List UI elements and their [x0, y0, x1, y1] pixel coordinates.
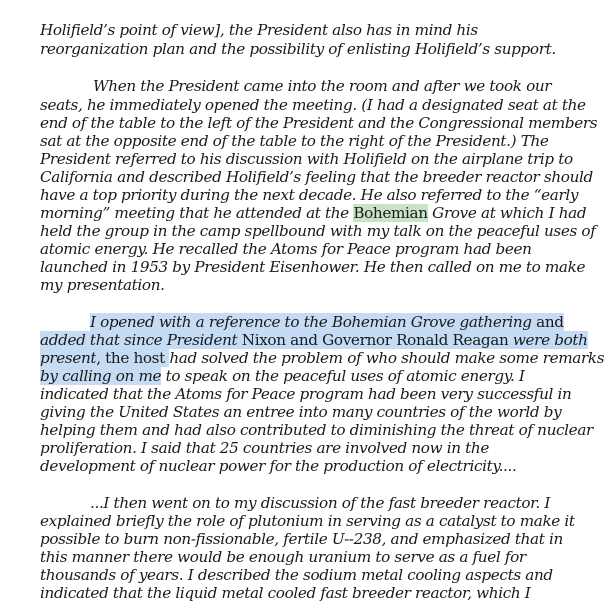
- line-text: sat at the opposite end of the table to the right of the President.) The: [40, 132, 549, 150]
- highlighted-text[interactable]: were both: [508, 331, 588, 349]
- line-text: launched in 1953 by President Eisenhower. He then called on me to make: [40, 258, 586, 276]
- line-text: President referred to his discussion with Holifield on the airplane trip to: [40, 150, 573, 168]
- line-text: my presentation.: [40, 276, 165, 294]
- text-line: [40, 132, 549, 150]
- line-text: end of the table to the left of the President and the Congressional members: [40, 114, 598, 132]
- line-text: California and described Holifield’s feeling that the breeder reactor should: [40, 168, 593, 186]
- text-line: [40, 421, 593, 439]
- line-text: have a top priority during the next decade. He also referred to the “early: [40, 186, 579, 204]
- line-text: indicated that the liquid metal cooled fast breeder reactor, which I: [40, 584, 531, 602]
- text-line: [40, 222, 595, 240]
- text-line: [40, 367, 525, 385]
- line-text: development of nuclear power for the production of electricity....: [40, 457, 517, 475]
- text-line: [40, 240, 532, 258]
- text-line: [40, 457, 517, 475]
- highlighted-text[interactable]: , the host: [96, 349, 170, 367]
- line-text: Holifield’s point of view], the President also has in mind his: [40, 21, 478, 39]
- highlighted-text[interactable]: Nixon: [241, 331, 286, 349]
- text-line: [40, 186, 578, 204]
- line-text: reorganization plan and the possibility of enlisting Holifield’s support.: [40, 40, 556, 58]
- text-line: [40, 40, 556, 58]
- highlighted-text[interactable]: I opened with a reference to the Bohemian Grove gathering: [90, 313, 537, 331]
- text-line: [40, 21, 478, 39]
- line-text: Grove at which I had: [427, 204, 587, 222]
- text-line: [40, 548, 526, 566]
- text-line: [40, 403, 561, 421]
- text-line: [90, 313, 564, 331]
- line-text: held the group in the camp spellbound with my talk on the peaceful uses of: [40, 222, 596, 240]
- highlighted-text[interactable]: and Governor: [285, 331, 397, 349]
- text-line: [40, 96, 586, 114]
- line-text: helping them and had also contributed to diminishing the threat of nuclear: [40, 421, 593, 439]
- text-line: [40, 331, 588, 349]
- line-text: morning” meeting that he attended at the: [40, 204, 354, 222]
- text-line: [40, 512, 575, 530]
- text-line: [40, 168, 593, 186]
- line-text: proliferation. I said that 25 countries are involved now in the: [40, 439, 489, 457]
- text-line: [40, 150, 573, 168]
- line-text: to speak on the peaceful uses of atomic energy. I: [161, 367, 525, 385]
- text-line: [40, 349, 604, 367]
- text-line: [40, 114, 597, 132]
- line-text: explained briefly the role of plutonium in serving as a catalyst to make it: [40, 512, 575, 530]
- text-line: [40, 584, 530, 602]
- text-line: [40, 276, 165, 294]
- text-line: [40, 566, 553, 584]
- highlighted-text[interactable]: present: [40, 349, 97, 367]
- line-text: thousands of years. I described the sodium metal cooling aspects and: [40, 566, 553, 584]
- highlighted-text[interactable]: and: [536, 313, 564, 331]
- line-text: ...I then went on to my discussion of the fast breeder reactor. I: [90, 494, 550, 512]
- text-line: [40, 439, 489, 457]
- text-line: [40, 385, 571, 403]
- text-line: [93, 77, 551, 95]
- line-text: this manner there would be enough uranium to serve as a fuel for: [40, 548, 526, 566]
- line-text: seats, he immediately opened the meeting. (I had a designated seat at the: [40, 96, 586, 114]
- line-text: atomic energy. He recalled the Atoms for Peace program had been: [40, 240, 532, 258]
- line-text: giving the United States an entree into many countries of the world by: [40, 403, 562, 421]
- text-line: [40, 530, 563, 548]
- highlighted-text[interactable]: Ronald Reagan: [396, 331, 509, 349]
- line-text: When the President came into the room and after we took our: [93, 77, 552, 95]
- text-line: [40, 258, 585, 276]
- line-text: had solved the problem of who should make some remarks: [169, 349, 604, 367]
- highlighted-text[interactable]: by calling on me: [40, 367, 162, 385]
- line-text: possible to burn non-fissionable, fertile U--238, and emphasized that in: [40, 530, 563, 548]
- text-line: [90, 494, 550, 512]
- text-line: [40, 204, 586, 222]
- line-text: indicated that the Atoms for Peace program had been very successful in: [40, 385, 572, 403]
- highlighted-text[interactable]: added that since President: [40, 331, 242, 349]
- highlighted-word-bohemian[interactable]: Bohemian: [353, 204, 428, 222]
